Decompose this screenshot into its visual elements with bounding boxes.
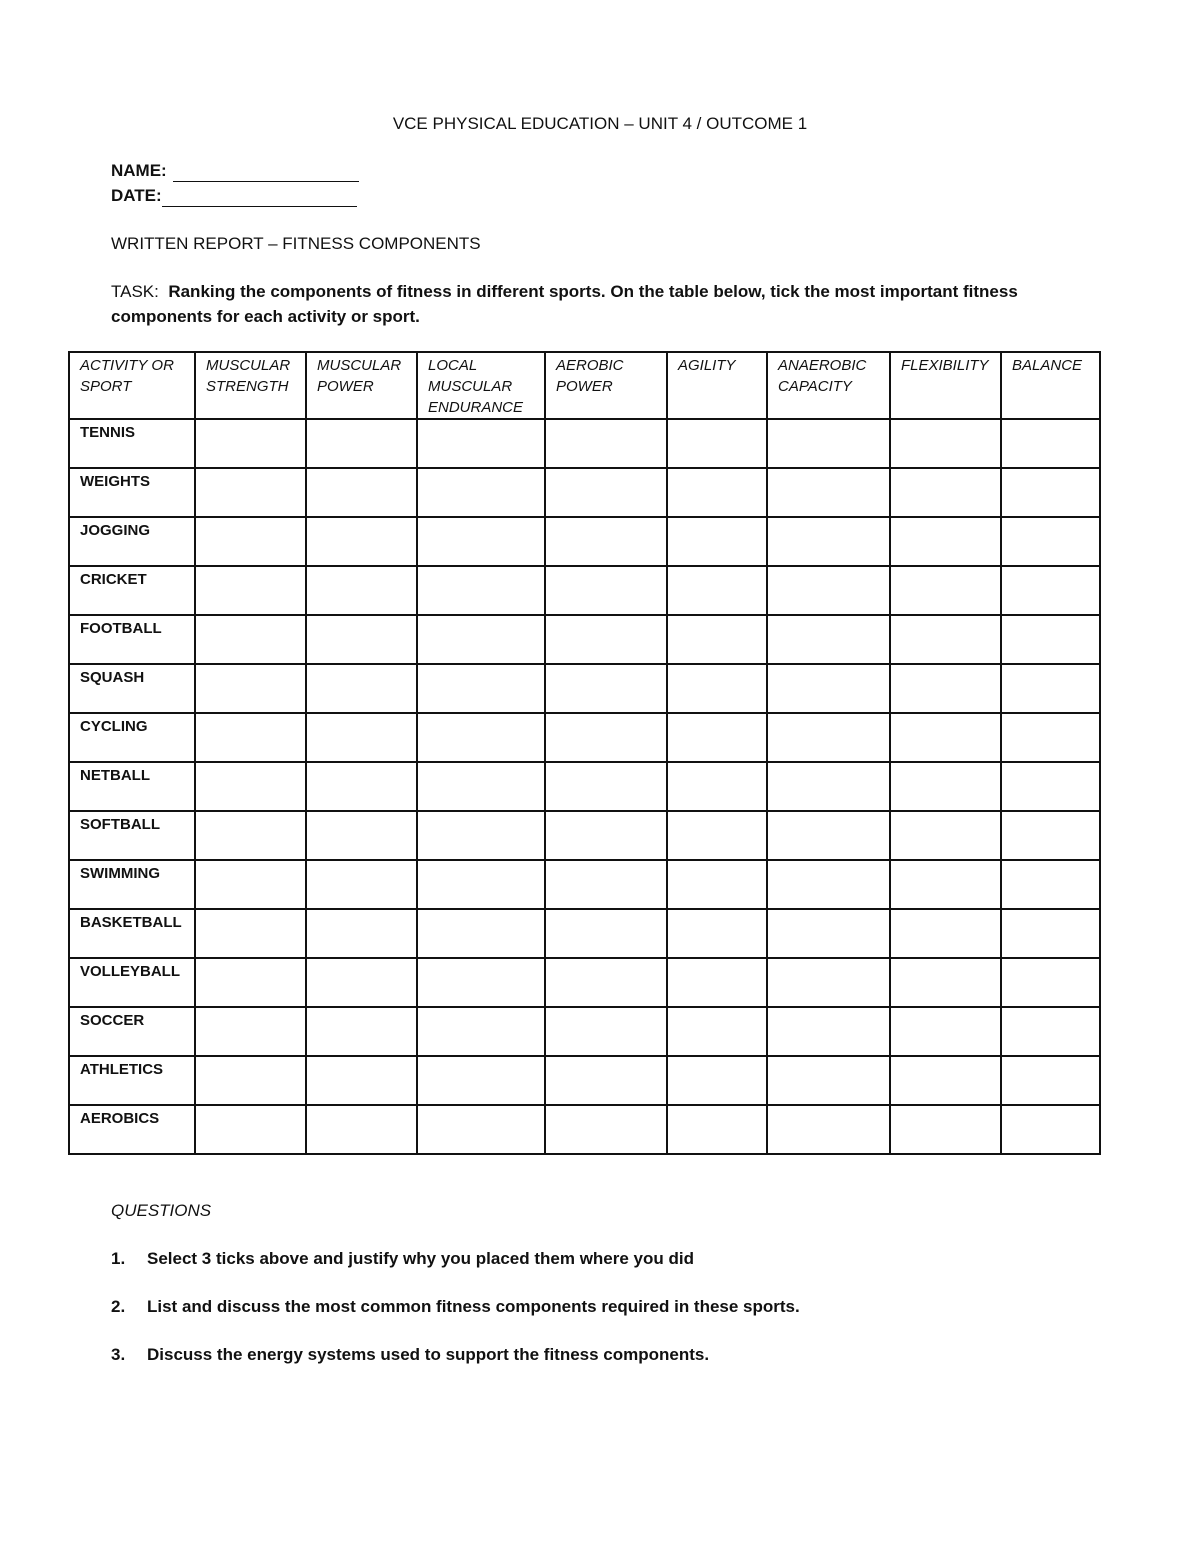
tick-cell[interactable] xyxy=(667,566,767,615)
tick-cell[interactable] xyxy=(195,517,306,566)
tick-cell[interactable] xyxy=(1001,958,1100,1007)
tick-cell[interactable] xyxy=(306,1007,417,1056)
tick-cell[interactable] xyxy=(1001,419,1100,468)
table-row xyxy=(69,958,1100,1007)
tick-cell[interactable] xyxy=(1001,1007,1100,1056)
question-item xyxy=(111,1248,694,1270)
question-text: Select 3 ticks above and justify why you placed them where you did xyxy=(147,1249,694,1268)
table-row xyxy=(69,811,1100,860)
tick-cell[interactable] xyxy=(195,664,306,713)
tick-cell[interactable] xyxy=(195,860,306,909)
tick-cell[interactable] xyxy=(890,517,1001,566)
table-row xyxy=(69,1007,1100,1056)
table-row xyxy=(69,713,1100,762)
sport-label: BASKETBALL xyxy=(69,909,195,958)
tick-cell[interactable] xyxy=(667,762,767,811)
tick-cell[interactable] xyxy=(1001,664,1100,713)
tick-cell[interactable] xyxy=(667,468,767,517)
column-header: BALANCE xyxy=(1001,352,1100,419)
tick-cell[interactable] xyxy=(417,566,545,615)
tick-cell[interactable] xyxy=(417,762,545,811)
questions-heading: QUESTIONS xyxy=(111,1201,212,1220)
tick-cell[interactable] xyxy=(306,566,417,615)
tick-cell[interactable] xyxy=(890,811,1001,860)
tick-cell[interactable] xyxy=(306,860,417,909)
tick-cell[interactable] xyxy=(890,1056,1001,1105)
tick-cell[interactable] xyxy=(417,1007,545,1056)
tick-cell[interactable] xyxy=(306,958,417,1007)
column-header: ANAEROBIC CAPACITY xyxy=(767,352,890,419)
column-header: AEROBIC POWER xyxy=(545,352,667,419)
tick-cell[interactable] xyxy=(306,517,417,566)
tick-cell[interactable] xyxy=(667,713,767,762)
sport-label: ATHLETICS xyxy=(69,1056,195,1105)
sport-label: TENNIS xyxy=(69,419,195,468)
sport-label: NETBALL xyxy=(69,762,195,811)
tick-cell[interactable] xyxy=(890,1105,1001,1154)
tick-cell[interactable] xyxy=(417,615,545,664)
task-label: TASK: xyxy=(111,282,159,301)
date-blank-line[interactable] xyxy=(162,188,357,207)
tick-cell[interactable] xyxy=(890,468,1001,517)
tick-cell[interactable] xyxy=(195,1007,306,1056)
tick-cell[interactable] xyxy=(890,566,1001,615)
task-instructions xyxy=(111,279,1071,329)
table-row xyxy=(69,860,1100,909)
tick-cell[interactable] xyxy=(417,419,545,468)
tick-cell[interactable] xyxy=(767,1105,890,1154)
tick-cell[interactable] xyxy=(417,1056,545,1105)
table-row xyxy=(69,909,1100,958)
column-header: FLEXIBILITY xyxy=(890,352,1001,419)
tick-cell[interactable] xyxy=(417,811,545,860)
tick-cell[interactable] xyxy=(545,517,667,566)
tick-cell[interactable] xyxy=(767,1056,890,1105)
tick-cell[interactable] xyxy=(1001,713,1100,762)
tick-cell[interactable] xyxy=(1001,860,1100,909)
sport-label: SQUASH xyxy=(69,664,195,713)
tick-cell[interactable] xyxy=(545,615,667,664)
tick-cell[interactable] xyxy=(306,419,417,468)
tick-cell[interactable] xyxy=(1001,468,1100,517)
tick-cell[interactable] xyxy=(195,762,306,811)
tick-cell[interactable] xyxy=(667,664,767,713)
tick-cell[interactable] xyxy=(767,713,890,762)
tick-cell[interactable] xyxy=(545,664,667,713)
tick-cell[interactable] xyxy=(1001,909,1100,958)
table-row xyxy=(69,517,1100,566)
page-title: VCE PHYSICAL EDUCATION – UNIT 4 / OUTCOME 1 xyxy=(392,114,808,133)
tick-cell[interactable] xyxy=(890,909,1001,958)
tick-cell[interactable] xyxy=(667,615,767,664)
tick-cell[interactable] xyxy=(667,1105,767,1154)
tick-cell[interactable] xyxy=(195,1056,306,1105)
question-text: List and discuss the most common fitness components required in these sports. xyxy=(147,1297,800,1316)
tick-cell[interactable] xyxy=(195,419,306,468)
tick-cell[interactable] xyxy=(767,909,890,958)
tick-cell[interactable] xyxy=(890,1007,1001,1056)
table-row xyxy=(69,468,1100,517)
question-text: Discuss the energy systems used to support the fitness components. xyxy=(147,1345,710,1364)
tick-cell[interactable] xyxy=(767,860,890,909)
tick-cell[interactable] xyxy=(306,811,417,860)
tick-cell[interactable] xyxy=(890,713,1001,762)
tick-cell[interactable] xyxy=(545,713,667,762)
tick-cell[interactable] xyxy=(306,909,417,958)
tick-cell[interactable] xyxy=(195,1105,306,1154)
question-number: 1. xyxy=(111,1249,126,1268)
sport-label: FOOTBALL xyxy=(69,615,195,664)
tick-cell[interactable] xyxy=(306,1056,417,1105)
tick-cell[interactable] xyxy=(890,762,1001,811)
question-number: 2. xyxy=(111,1297,126,1316)
tick-cell[interactable] xyxy=(195,909,306,958)
tick-cell[interactable] xyxy=(417,517,545,566)
tick-cell[interactable] xyxy=(417,1105,545,1154)
tick-cell[interactable] xyxy=(1001,811,1100,860)
tick-cell[interactable] xyxy=(545,762,667,811)
tick-cell[interactable] xyxy=(306,713,417,762)
date-label: DATE: xyxy=(111,186,162,205)
tick-cell[interactable] xyxy=(306,664,417,713)
question-item xyxy=(111,1296,800,1318)
column-header: MUSCULAR STRENGTH xyxy=(195,352,306,419)
question-number: 3. xyxy=(111,1345,126,1364)
name-label: NAME: xyxy=(111,161,167,180)
column-header: ACTIVITY OR SPORT xyxy=(69,352,195,419)
table-row xyxy=(69,1056,1100,1105)
tick-cell[interactable] xyxy=(890,860,1001,909)
sport-label: VOLLEYBALL xyxy=(69,958,195,1007)
sport-label: SOFTBALL xyxy=(69,811,195,860)
sport-label: CYCLING xyxy=(69,713,195,762)
table-header-row xyxy=(69,352,1100,419)
table-row xyxy=(69,566,1100,615)
tick-cell[interactable] xyxy=(767,615,890,664)
tick-cell[interactable] xyxy=(1001,615,1100,664)
tick-cell[interactable] xyxy=(767,419,890,468)
tick-cell[interactable] xyxy=(890,615,1001,664)
table-row xyxy=(69,419,1100,468)
tick-cell[interactable] xyxy=(195,958,306,1007)
tick-cell[interactable] xyxy=(306,615,417,664)
table-body xyxy=(69,419,1100,1154)
tick-cell[interactable] xyxy=(1001,1105,1100,1154)
tick-cell[interactable] xyxy=(767,517,890,566)
table-row xyxy=(69,1105,1100,1154)
tick-cell[interactable] xyxy=(767,664,890,713)
sport-label: WEIGHTS xyxy=(69,468,195,517)
tick-cell[interactable] xyxy=(545,811,667,860)
tick-cell[interactable] xyxy=(767,762,890,811)
tick-cell[interactable] xyxy=(195,615,306,664)
sport-label: JOGGING xyxy=(69,517,195,566)
tick-cell[interactable] xyxy=(417,958,545,1007)
tick-cell[interactable] xyxy=(195,468,306,517)
tick-cell[interactable] xyxy=(667,1007,767,1056)
sport-label: SOCCER xyxy=(69,1007,195,1056)
tick-cell[interactable] xyxy=(667,517,767,566)
table-row xyxy=(69,615,1100,664)
tick-cell[interactable] xyxy=(1001,517,1100,566)
question-item xyxy=(111,1344,709,1366)
tick-cell[interactable] xyxy=(767,566,890,615)
sport-label: SWIMMING xyxy=(69,860,195,909)
tick-cell[interactable] xyxy=(417,664,545,713)
tick-cell[interactable] xyxy=(667,1056,767,1105)
tick-cell[interactable] xyxy=(545,1105,667,1154)
tick-cell[interactable] xyxy=(767,1007,890,1056)
tick-cell[interactable] xyxy=(306,762,417,811)
tick-cell[interactable] xyxy=(890,664,1001,713)
tick-cell[interactable] xyxy=(417,909,545,958)
tick-cell[interactable] xyxy=(767,811,890,860)
tick-cell[interactable] xyxy=(306,1105,417,1154)
tick-cell[interactable] xyxy=(545,860,667,909)
tick-cell[interactable] xyxy=(417,468,545,517)
tick-cell[interactable] xyxy=(417,860,545,909)
tick-cell[interactable] xyxy=(667,860,767,909)
tick-cell[interactable] xyxy=(767,958,890,1007)
tick-cell[interactable] xyxy=(667,811,767,860)
name-field xyxy=(111,160,359,182)
tick-cell[interactable] xyxy=(767,468,890,517)
column-header: LOCAL MUSCULAR ENDURANCE xyxy=(417,352,545,419)
tick-cell[interactable] xyxy=(195,713,306,762)
tick-cell[interactable] xyxy=(545,566,667,615)
tick-cell[interactable] xyxy=(195,811,306,860)
tick-cell[interactable] xyxy=(1001,1056,1100,1105)
tick-cell[interactable] xyxy=(545,1007,667,1056)
tick-cell[interactable] xyxy=(1001,762,1100,811)
tick-cell[interactable] xyxy=(306,468,417,517)
tick-cell[interactable] xyxy=(1001,566,1100,615)
tick-cell[interactable] xyxy=(667,909,767,958)
tick-cell[interactable] xyxy=(667,958,767,1007)
tick-cell[interactable] xyxy=(667,419,767,468)
tick-cell[interactable] xyxy=(545,419,667,468)
date-field xyxy=(111,185,357,207)
tick-cell[interactable] xyxy=(890,419,1001,468)
column-header: AGILITY xyxy=(667,352,767,419)
table-row xyxy=(69,664,1100,713)
fitness-components-table xyxy=(68,351,1101,1155)
tick-cell[interactable] xyxy=(417,713,545,762)
column-header: MUSCULAR POWER xyxy=(306,352,417,419)
task-text: Ranking the components of fitness in different sports. On the table below, tick the most important fitness components for each activity or sport. xyxy=(111,282,1018,326)
tick-cell[interactable] xyxy=(195,566,306,615)
table-row xyxy=(69,762,1100,811)
tick-cell[interactable] xyxy=(545,909,667,958)
tick-cell[interactable] xyxy=(890,958,1001,1007)
tick-cell[interactable] xyxy=(545,958,667,1007)
tick-cell[interactable] xyxy=(545,468,667,517)
sport-label: AEROBICS xyxy=(69,1105,195,1154)
tick-cell[interactable] xyxy=(545,1056,667,1105)
name-blank-line[interactable] xyxy=(173,163,359,182)
report-title: WRITTEN REPORT – FITNESS COMPONENTS xyxy=(111,234,481,253)
sport-label: CRICKET xyxy=(69,566,195,615)
